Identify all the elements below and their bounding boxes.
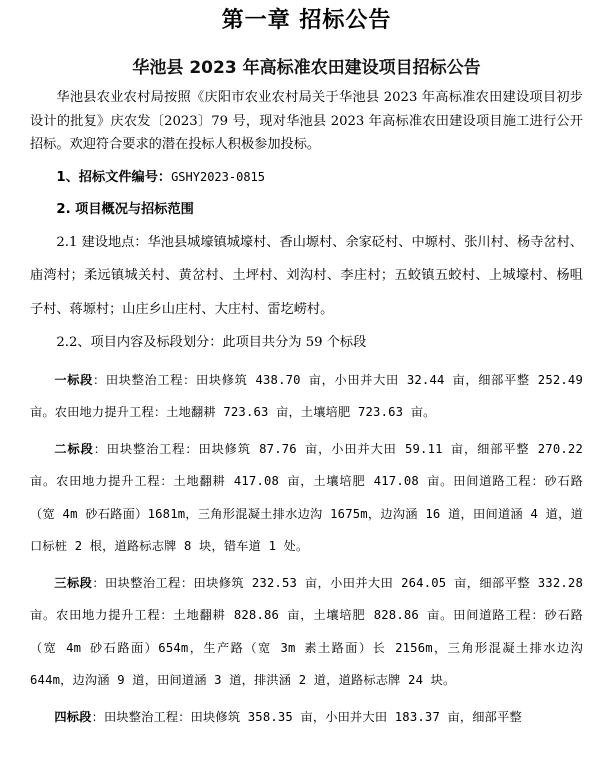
intro-paragraph: 华池县农业农村局按照《庆阳市农业农村局关于华池县 2023 年高标准农田建设项目初步设计的批复》庆农发〔2023〕79 号，现对华池县 2023 年高标准农田建设项目施工进行公开招标。欢迎符合要求的潜在投标人积极参加投标。 — [30, 90, 583, 152]
section-2-heading — [30, 198, 583, 222]
lot-label: 一标段 — [54, 372, 94, 387]
lot-text: ：田块整治工程：田块修筑 232.53 亩，小田并大田 264.05 亩，细部平整 332.28 亩。农田地力提升工程：土地翻耕 828.86 亩，土壤培肥 828.86 亩。田间道路工程：砂石路（宽 4m 砂石路面）654m，生产路（宽 3m 素土路面）长 2156m，三角形混凝土排水边沟 644m，边沟涵 9 道，田间道涵 3 道，排洪涵 2 道，道路标志牌 24 块。 — [30, 575, 583, 687]
lot-label: 三标段 — [54, 575, 93, 590]
tender-number-value: GSHY2023-0815 — [171, 169, 265, 184]
chapter-title: 第一章 招标公告 — [221, 8, 392, 33]
lot-label: 四标段 — [54, 709, 92, 724]
tender-number-line — [30, 165, 583, 190]
notice-title: 华池县 2023 年高标准农田建设项目招标公告 — [132, 58, 481, 78]
lot-paragraph — [30, 701, 583, 734]
lot-paragraph — [30, 364, 583, 429]
lot-paragraph — [30, 567, 583, 697]
lot-text: ：田块整治工程：田块修筑 358.35 亩，小田并大田 183.37 亩，细部平整 — [91, 709, 522, 724]
content-paragraph: 2.2、项目内容及标段划分：此项目共分为 59 个标段 — [56, 335, 367, 350]
lot-text: ：田块整治工程：田块修筑 438.70 亩，小田并大田 32.44 亩，细部平整 252.49 亩。农田地力提升工程：土地翻耕 723.63 亩，土壤培肥 723.63 亩。 — [30, 372, 584, 419]
section-2-label: 2. 项目概况与招标范围 — [56, 201, 194, 217]
lot-text: ：田块整治工程：田块修筑 87.76 亩，小田并大田 59.11 亩，细部平整 270.22 亩。农田地力提升工程：土地翻耕 417.08 亩，土壤培肥 417.08 亩。田间道路工程：砂石路（宽 4m 砂石路面）1681m，三角形混凝土排水边沟 1675m，边沟涵 16 道，田间道涵 4 道，道口标桩 2 根，道路标志牌 8 块，错车道 1 处。 — [30, 441, 583, 553]
tender-number-label: 1、招标文件编号： — [56, 169, 172, 185]
location-paragraph: 2.1 建设地点：华池县城壕镇城壕村、香山塬村、余家砭村、中塬村、张川村、杨寺岔村、庙湾村；柔远镇城关村、黄岔村、土坪村、刘沟村、李庄村；五蛟镇五蛟村、上城壕村、杨咀子村、蒋塬村；山庄乡山庄村、大庄村、雷圪崂村。 — [30, 234, 583, 317]
lot-paragraph — [30, 433, 583, 563]
lot-label: 二标段 — [54, 441, 94, 456]
